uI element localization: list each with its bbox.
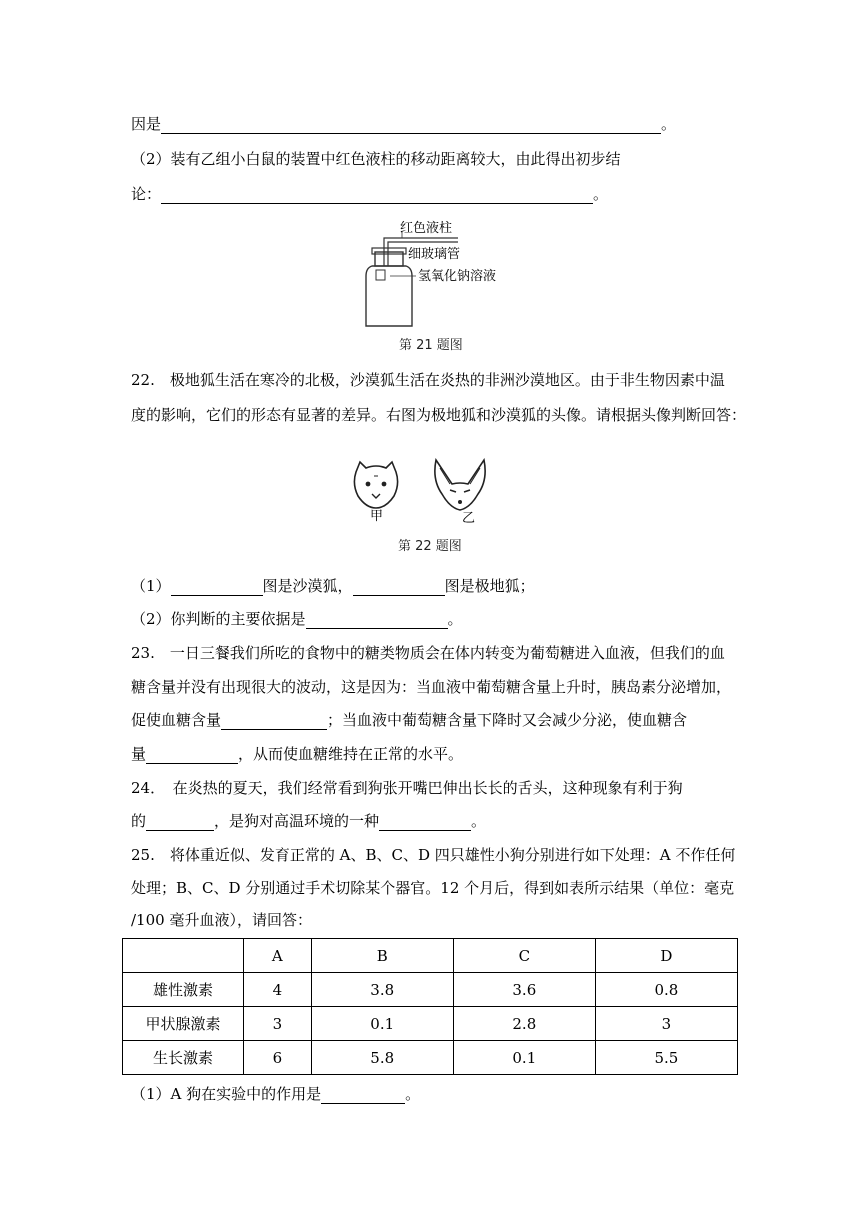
table-header-cell: D bbox=[595, 939, 737, 973]
table-row bbox=[123, 1007, 738, 1041]
q25-line3: /100 毫升血液），请回答： bbox=[131, 911, 312, 929]
table-row bbox=[123, 1041, 738, 1075]
answer-blank[interactable] bbox=[146, 747, 238, 764]
figure-22-caption: 第 22 题图 bbox=[398, 539, 462, 554]
q21-part2-conclusion bbox=[131, 184, 608, 204]
apparatus-figure bbox=[350, 218, 520, 336]
label-glass-tube: 细玻璃管 bbox=[408, 247, 461, 262]
q23-line3-prefix: 促使血糖含量 bbox=[131, 711, 222, 729]
table-cell: 3.6 bbox=[453, 973, 595, 1007]
answer-blank[interactable] bbox=[161, 187, 593, 204]
fox-heads-figure bbox=[350, 458, 510, 524]
table-cell: 雄性激素 bbox=[123, 973, 244, 1007]
q22-part1-prefix: （1） bbox=[131, 577, 171, 595]
q21-reason-line bbox=[131, 114, 676, 134]
q21-part2-prefix: 论： bbox=[131, 185, 162, 203]
q22-line1: 22. 极地狐生活在寒冷的北极，沙漠狐生活在炎热的非洲沙漠地区。由于非生物因素中温 bbox=[131, 371, 725, 389]
table-row bbox=[123, 973, 738, 1007]
table-header-cell bbox=[123, 939, 244, 973]
table-cell: 0.1 bbox=[311, 1007, 453, 1041]
answer-blank[interactable] bbox=[171, 579, 263, 596]
q25-line1: 25. 将体重近似、发育正常的 A、B、C、D 四只雄性小狗分别进行如下处理：A 不作任何 bbox=[131, 846, 736, 864]
table-cell: 0.1 bbox=[453, 1041, 595, 1075]
q24-line2-prefix: 的 bbox=[131, 812, 147, 830]
q23-line1: 23. 一日三餐我们所吃的食物中的糖类物质会在体内转变为葡萄糖进入血液，但我们的血 bbox=[131, 644, 725, 662]
q24-line2-suffix: 。 bbox=[471, 812, 487, 830]
label-yi: 乙 bbox=[462, 511, 476, 524]
q24-line2 bbox=[131, 811, 486, 831]
q22-part2-suffix: 。 bbox=[447, 610, 463, 628]
table-cell: 生长激素 bbox=[123, 1041, 244, 1075]
label-jia: 甲 bbox=[370, 509, 384, 524]
q22-part1-mid: 图是沙漠狐， bbox=[262, 577, 353, 595]
table-cell: 3 bbox=[595, 1007, 737, 1041]
q23-line2: 糖含量并没有出现很大的波动，这是因为：当血液中葡萄糖含量上升时，胰岛素分泌增加， bbox=[131, 678, 732, 696]
q23-line3 bbox=[131, 710, 687, 730]
table-cell: 6 bbox=[244, 1041, 312, 1075]
figure-21-caption: 第 21 题图 bbox=[399, 338, 463, 353]
table-header-cell: C bbox=[453, 939, 595, 973]
arctic-fox-head bbox=[354, 462, 397, 508]
q25-part1-suffix: 。 bbox=[405, 1085, 421, 1103]
q24-line2-mid: ，是狗对高温环境的一种 bbox=[214, 812, 380, 830]
answer-blank[interactable] bbox=[321, 1087, 405, 1104]
table-cell: 3 bbox=[244, 1007, 312, 1041]
q25-line2: 处理；B、C、D 分别通过手术切除某个器官。12 个月后，得到如表所示结果（单位：毫克 bbox=[131, 879, 735, 897]
label-red-liquid: 红色液柱 bbox=[400, 221, 453, 236]
table-cell: 5.8 bbox=[311, 1041, 453, 1075]
table-cell: 2.8 bbox=[453, 1007, 595, 1041]
q23-line4 bbox=[131, 744, 463, 764]
q22-part2 bbox=[131, 609, 463, 629]
q23-line4-prefix: 量 bbox=[131, 745, 147, 763]
answer-blank[interactable] bbox=[146, 814, 214, 831]
q21-part2-suffix: 。 bbox=[593, 185, 609, 203]
q21-part2-line: （2）装有乙组小白鼠的装置中红色液柱的移动距离较大，由此得出初步结 bbox=[131, 150, 621, 168]
answer-blank[interactable] bbox=[306, 612, 448, 629]
desert-fox-head bbox=[435, 460, 485, 510]
hormone-table bbox=[122, 938, 738, 1075]
q22-part1 bbox=[131, 576, 535, 596]
q24-line1: 24． 在炎热的夏天，我们经常看到狗张开嘴巴伸出长长的舌头，这种现象有利于狗 bbox=[131, 779, 683, 797]
answer-blank[interactable] bbox=[221, 713, 327, 730]
table-cell: 甲状腺激素 bbox=[123, 1007, 244, 1041]
table-cell: 4 bbox=[244, 973, 312, 1007]
label-naoh-solution: 氢氧化钠溶液 bbox=[418, 269, 497, 284]
q25-part1 bbox=[131, 1084, 420, 1104]
q22-part2-prefix: （2）你判断的主要依据是 bbox=[131, 610, 306, 628]
table-cell: 0.8 bbox=[595, 973, 737, 1007]
table-header-row bbox=[123, 939, 738, 973]
answer-blank[interactable] bbox=[353, 579, 445, 596]
q25-part1-prefix: （1）A 狗在实验中的作用是 bbox=[131, 1085, 322, 1103]
answer-blank[interactable] bbox=[161, 117, 661, 134]
answer-blank[interactable] bbox=[379, 814, 471, 831]
q21-reason-prefix: 因是 bbox=[131, 115, 162, 133]
table-cell: 3.8 bbox=[311, 973, 453, 1007]
q23-line3-suffix: ；当血液中葡萄糖含量下降时又会减少分泌，使血糖含 bbox=[327, 711, 688, 729]
table-cell: 5.5 bbox=[595, 1041, 737, 1075]
q22-line2: 度的影响，它们的形态有显著的差异。右图为极地狐和沙漠狐的头像。请根据头像判断回答： bbox=[131, 406, 747, 424]
q23-line4-suffix: ，从而使血糖维持在正常的水平。 bbox=[238, 745, 464, 763]
table-header-cell: B bbox=[311, 939, 453, 973]
table-header-cell: A bbox=[244, 939, 312, 973]
q21-reason-suffix: 。 bbox=[661, 115, 677, 133]
q22-part1-suffix: 图是极地狐； bbox=[444, 577, 535, 595]
